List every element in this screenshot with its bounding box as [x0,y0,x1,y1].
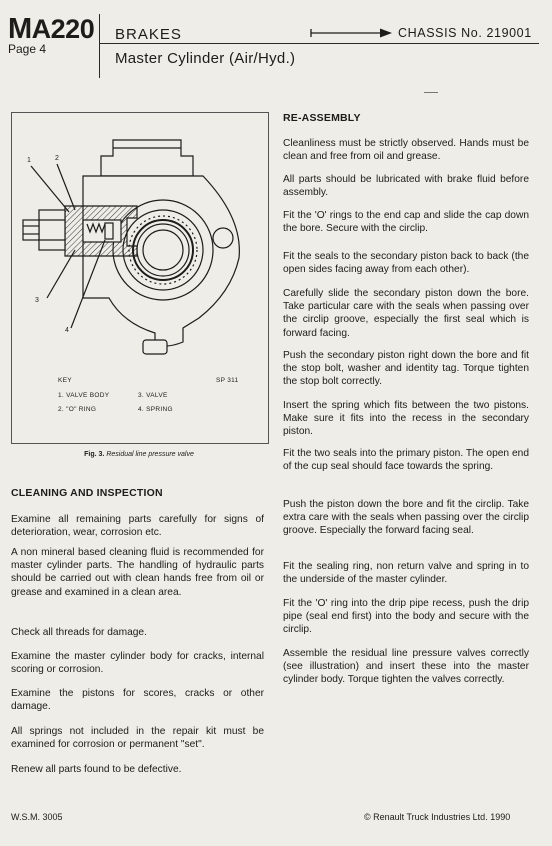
right-paragraph: Push the secondary piston right down the bore and fit the stop bolt, washer and identity tag. Torque tighten the stop bolt correctly. [283,350,529,388]
key-title: KEY [58,377,72,384]
left-paragraph: Examine all remaining parts carefully for signs of deterioration, wear, corrosion etc. [11,514,264,539]
section-title: BRAKES [115,26,182,43]
footer-copyright: © Renault Truck Industries Ltd. 1990 [364,812,511,822]
key-item: 3. VALVE [138,392,168,399]
right-paragraph: Fit the two seals into the primary piston. The open end of the cup seal should face towards the spring. [283,448,529,473]
right-paragraph: Cleanliness must be strictly observed. Hands must be clean and free from oil and grease. [283,138,529,163]
page-subtitle: Master Cylinder (Air/Hyd.) [115,50,296,67]
right-paragraph: Fit the 'O' ring into the drip pipe recess, push the drip pipe (seal end first) into the body and secure with the circlip. [283,598,529,636]
right-paragraph: Fit the 'O' rings to the end cap and slide the cap down the bore. Secure with the circlip. [283,210,529,235]
left-paragraph: Examine the master cylinder body for cracks, internal scoring or corrosion. [11,651,264,676]
right-paragraph: Fit the sealing ring, non return valve and spring in to the underside of the master cylinder. [283,561,529,586]
page-number: Page 4 [8,42,47,56]
key-item: 4. SPRING [138,406,173,413]
right-paragraph: Push the piston down the bore and fit the circlip. Take extra care with the seals when passing over the circlip groove. Especially the forward facing seal. [283,499,529,537]
footer-doc-number: W.S.M. 3005 [11,812,63,822]
chassis-number: CHASSIS No. 219001 [398,26,532,40]
model-suffix: A220 [31,14,95,44]
right-paragraph: Carefully slide the secondary piston down the bore. Take particular care with the seals when passing over the circlip groove, especially the first seal which is forward facing. [283,288,529,339]
right-paragraph: Fit the seals to the secondary piston back to back (the open sides facing away from each other). [283,251,529,276]
left-paragraph: Examine the pistons for scores, cracks or other damage. [11,688,264,713]
reassembly-heading: RE-ASSEMBLY [283,112,361,124]
callout-2: 2 [55,155,59,162]
caption-text: Residual line pressure valve [106,451,194,458]
figure-ref: SP 311 [216,377,239,384]
valve-diagram [13,128,265,378]
model-prefix: M [8,13,32,45]
left-paragraph: All springs not included in the repair kit must be examined for corrosion or permanent "set". [11,726,264,751]
header-divider-vertical [99,14,100,78]
callout-1: 1 [27,157,31,164]
stray-mark [424,92,438,93]
left-paragraph: Check all threads for damage. [11,627,147,638]
cleaning-heading: CLEANING AND INSPECTION [11,487,163,499]
arrow-right-icon [310,27,392,39]
caption-label: Fig. 3. [84,451,105,458]
model-number [8,15,94,44]
callout-3: 3 [35,297,39,304]
right-paragraph: Insert the spring which fits between the two pistons. Make sure it fits into the recess in the secondary piston. [283,400,529,438]
header-divider-horizontal [99,43,539,44]
right-paragraph: Assemble the residual line pressure valves correctly (see illustration) and insert these into the master cylinder body. Torque tighten the valves correctly. [283,648,529,686]
key-item: 1. VALVE BODY [58,392,110,399]
key-item: 2. "O" RING [58,406,97,413]
right-paragraph: All parts should be lubricated with brake fluid before assembly. [283,174,529,199]
callout-4: 4 [65,327,69,334]
left-paragraph: A non mineral based cleaning fluid is recommended for master cylinder parts. The handling of hydraulic parts should be carried out with clean hands free from oil or grease and examined in a clean area. [11,547,264,598]
figure-caption [11,451,267,458]
left-paragraph: Renew all parts found to be defective. [11,764,182,775]
